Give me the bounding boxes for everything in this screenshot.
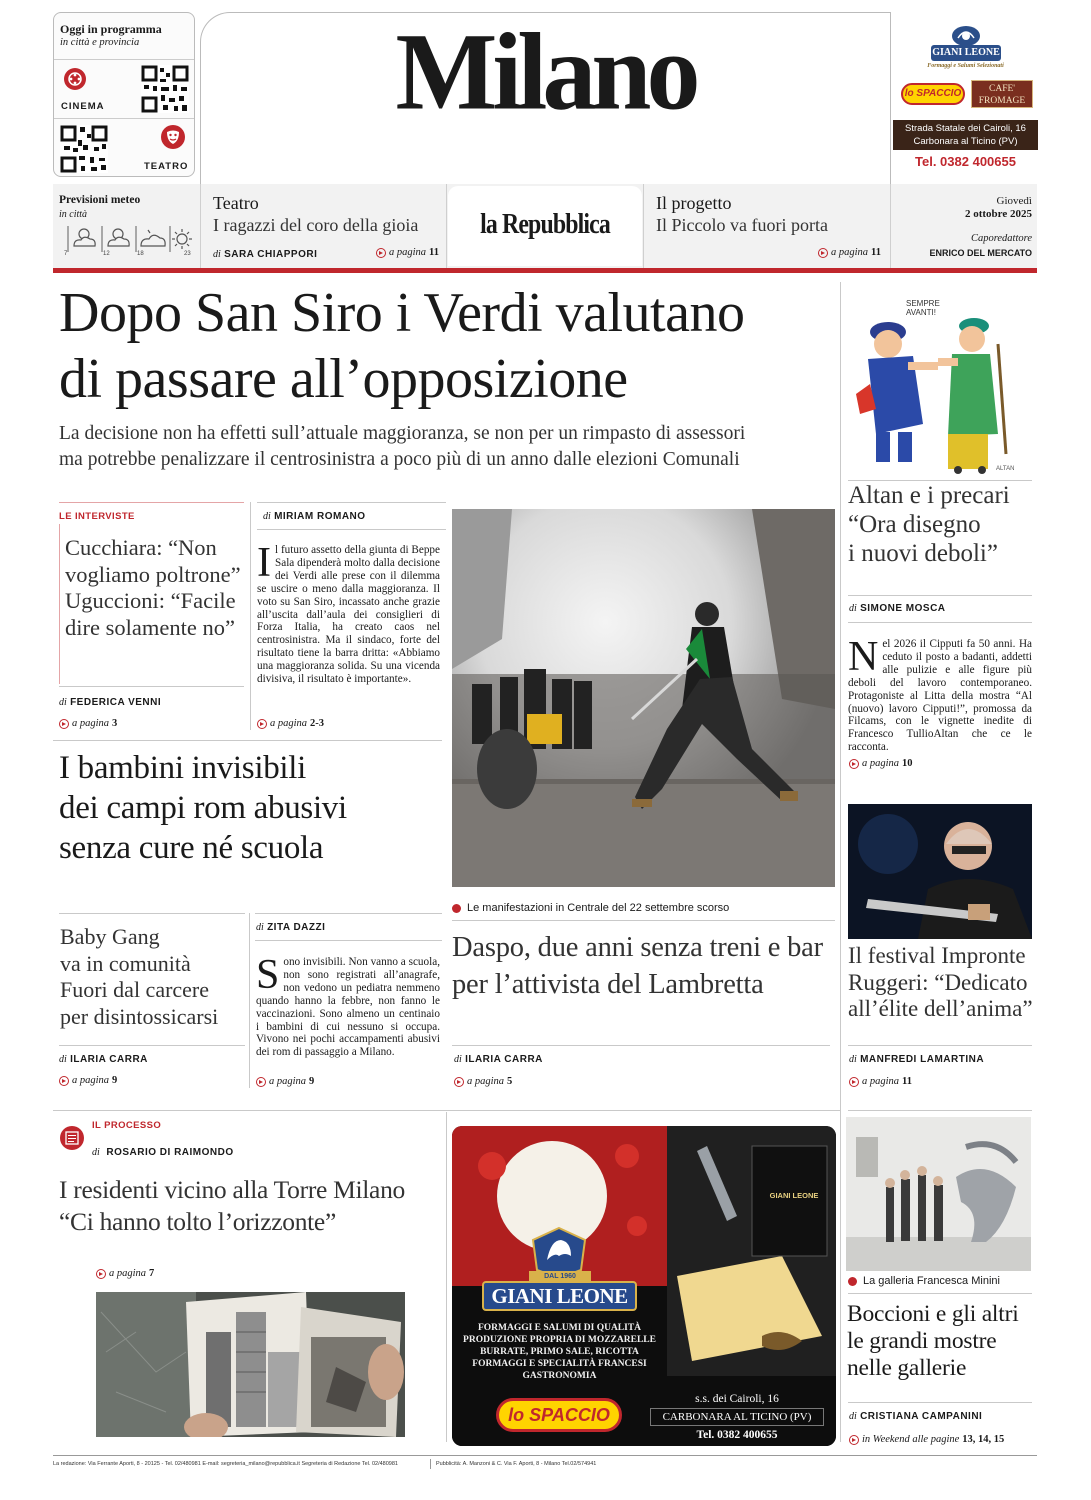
cloud-icon (141, 230, 165, 246)
galleria-caption: La galleria Francesca Minini (848, 1275, 1000, 1287)
ad-box-label: GIANI LEONE (769, 1191, 819, 1200)
arrow-icon (818, 248, 828, 258)
processo-headline[interactable]: I residenti vicino alla Torre Milano “Ci hanno tolto l’orizzonte” (59, 1175, 405, 1236)
editor-name: ENRICO DEL MERCATO (929, 248, 1032, 258)
ruggeri-byline: di MANFREDI LAMARTINA (849, 1054, 985, 1065)
sun-cloud-icon (108, 229, 129, 246)
lead-byline: di MIRIAM ROMANO (263, 511, 366, 522)
arrow-icon (59, 719, 69, 729)
ad-tagline: FORMAGGI E SALUMI DI QUALITÀ PRODUZIONE PROPRIA DI MOZZARELLE BURRATE, PRIMO SALE, RICOTTA FORMAGGI E SPECIALITÀ FRANCESI GASTRONOMIA (463, 1323, 656, 1381)
sponsor-tag: Formaggi e Salumi Selezionati (927, 63, 1004, 69)
rom-headline[interactable]: I bambini invisibili dei campi rom abusivi senza cure né scuola (59, 750, 347, 866)
document-icon (59, 1125, 85, 1151)
cartoon-speech: SEMPRE (906, 299, 940, 308)
arrow-icon (376, 248, 386, 258)
giani-leone-ad[interactable] (452, 1126, 836, 1446)
main-deck: La decisione non ha effetti sull’attuale maggioranza, se non per un rimpasto di assessori ma potrebbe penalizzare il centrosinistra a poco più di un anno dalle elezioni Comunali (59, 423, 746, 470)
theatre-mask-icon[interactable] (160, 124, 186, 150)
processo-kicker: IL PROCESSO (92, 1120, 162, 1131)
daspo-byline: di ILARIA CARRA (454, 1054, 543, 1065)
arrow-icon (59, 1076, 69, 1086)
arrow-icon (454, 1077, 464, 1087)
cinema-qr-code[interactable] (141, 65, 189, 113)
strip-progetto-title[interactable]: Il Piccolo va fuori porta (656, 215, 828, 235)
sponsor-phone[interactable]: Tel. 0382 400655 (915, 154, 1016, 169)
strip-teatro-title[interactable]: I ragazzi del coro della gioia (213, 215, 419, 235)
torre-photo[interactable] (96, 1292, 405, 1437)
strip-teatro-byline: di SARA CHIAPPORI (213, 249, 318, 260)
programme-box (53, 12, 195, 177)
ad-badge: DAL 1960 (529, 1271, 591, 1282)
arrow-icon (849, 759, 859, 769)
strip-teatro-page-ref[interactable]: a pagina 11 (376, 247, 439, 258)
ruggeri-page-ref[interactable]: a pagina 11 (849, 1076, 912, 1087)
ruggeri-photo[interactable] (848, 804, 1032, 939)
arrow-icon (849, 1435, 859, 1445)
babygang-byline: di ILARIA CARRA (59, 1054, 148, 1065)
meteo-hour: 12 (103, 251, 110, 257)
sponsor-cafe-logo: CAFE' FROMAGE (971, 80, 1033, 108)
rom-article-text: Sono invisibili. Non vanno a scuola, non sono registrati all’anagrafe, non vedono un pediatra nemmeno quando hanno la febbre, non fanno le vaccinazioni. Sono almeno un centinaio i bambini di cui nessuno si occupa. Vivono nei pochi accampamenti abusivi dei rom di passaggio a Milano. (256, 952, 440, 1059)
interviste-kicker: LE INTERVISTE (59, 511, 135, 522)
altan-headline[interactable]: Altan e i precari “Ora disegno i nuovi deboli” (848, 482, 1010, 567)
gallerie-headline[interactable]: Boccioni e gli altri le grandi mostre nelle gallerie (847, 1301, 1019, 1381)
sponsor-brand: GIANI LEONE (931, 45, 1001, 61)
altan-cartoon[interactable] (848, 284, 1032, 476)
protest-photo[interactable] (452, 509, 835, 887)
teatro-label[interactable]: TEATRO (144, 161, 189, 172)
sponsor-spaccio-logo: lo SPACCIO (901, 83, 965, 105)
sun-icon (172, 229, 192, 249)
cinema-label[interactable]: CINEMA (61, 101, 105, 112)
altan-page-ref[interactable]: a pagina 10 (849, 758, 913, 769)
repubblica-logo[interactable]: la Repubblica (480, 209, 610, 240)
strip-progetto-kicker: Il progetto (656, 193, 732, 213)
meteo-title: Previsioni meteo (59, 194, 141, 206)
camera-icon (452, 904, 461, 913)
ad-address-2: CARBONARA AL TICINO (PV) (650, 1408, 824, 1426)
weekday: Giovedì (996, 195, 1032, 207)
footer-redazione: La redazione: Via Ferrante Aporti, 8 - 20125 - Tel. 02/480981 E-mail: segreteria_milano@repubblica.it Segreteria di Redazione Tel. 02/480981 (53, 1461, 398, 1467)
interviste-byline: di FEDERICA VENNI (59, 697, 162, 708)
strip-teatro-kicker: Teatro (213, 193, 259, 213)
footer-pubblicita: Pubblicità: A. Manzoni & C. Via F. Aporti, 8 - Milano Tel.02/574941 (436, 1461, 597, 1467)
lion-logo-icon (948, 22, 984, 46)
daspo-page-ref[interactable]: a pagina 5 (454, 1076, 512, 1087)
sponsor-block[interactable] (893, 18, 1038, 178)
strip-progetto-page-ref[interactable]: a pagina 11 (818, 247, 881, 258)
meteo-subtitle: in città (59, 209, 88, 220)
interviste-title[interactable]: Cucchiara: “Non vogliamo poltrone” Uguccioni: “Facile dire solamente no” (65, 535, 241, 640)
sponsor-address-2: Carbonara al Ticino (PV) (913, 136, 1018, 147)
babygang-page-ref[interactable]: a pagina 9 (59, 1075, 117, 1086)
lead-page-ref[interactable]: a pagina 2-3 (257, 718, 324, 729)
sun-cloud-icon (74, 229, 95, 246)
ad-spaccio-logo: lo SPACCIO (496, 1398, 622, 1432)
teatro-qr-code[interactable] (60, 125, 108, 173)
arrow-icon (849, 1077, 859, 1087)
arrow-icon (257, 719, 267, 729)
strip-red-rule (53, 268, 1037, 273)
protest-photo-caption: Le manifestazioni in Centrale del 22 settembre scorso (452, 902, 729, 914)
gallerie-page-ref[interactable]: in Weekend alle pagine 13, 14, 15 (849, 1434, 1004, 1445)
sponsor-address-1: Strada Statale dei Cairoli, 16 (905, 123, 1026, 134)
altan-byline: di SIMONE MOSCA (849, 603, 946, 614)
editor-role: Caporedattore (970, 233, 1032, 244)
main-headline[interactable]: Dopo San Siro i Verdi valutano di passare all’opposizione (59, 282, 745, 410)
ruggeri-headline[interactable]: Il festival Impronte Ruggeri: “Dedicato all’élite dell’anima” (848, 943, 1033, 1021)
babygang-title[interactable]: Baby Gang va in comunità Fuori dal carcere per disintossicarsi (60, 924, 219, 1029)
daspo-headline[interactable]: Daspo, due anni senza treni e bar per l’attivista del Lambretta (452, 932, 823, 1000)
meteo-hour: 18 (137, 251, 144, 257)
cartoon-signature: ALTAN (996, 466, 1015, 472)
ad-brand: GIANI LEONE (482, 1281, 637, 1311)
altan-article-text: Nel 2026 il Cipputi fa 50 anni. Ha ceduto il posto a badanti, addetti alle pulizie e alle figure più deboli del lavoro contemporaneo. Protagoniste al Litta della mostra “Al (nuovo) lavoro Cipputi!”, promossa da Filcams, con le vignette inedite di Francesco TullioAltan che ce le racconta. (848, 634, 1032, 754)
gallerie-byline: di CRISTIANA CAMPANINI (849, 1411, 983, 1422)
arrow-icon (256, 1077, 266, 1087)
ad-address-1: s.s. dei Cairoli, 16 (695, 1393, 779, 1405)
ad-phone: Tel. 0382 400655 (696, 1429, 778, 1441)
rom-byline: di ZITA DAZZI (256, 922, 326, 933)
processo-byline: di ROSARIO DI RAIMONDO (92, 1147, 234, 1158)
programme-title: Oggi in programma (60, 22, 162, 36)
camera-icon (848, 1277, 857, 1286)
rom-page-ref[interactable]: a pagina 9 (256, 1076, 314, 1087)
cartoon-speech: AVANTI! (906, 308, 936, 317)
film-reel-icon[interactable] (63, 67, 87, 91)
lead-article-text: Il futuro assetto della giunta di Beppe Sala dipenderà molto dalla decisione dei Verdi alle prese con il dilemma se uscire o meno dalla maggioranza. Il voto su San Siro, incassato anche grazie all’uscita dall’aula dei consiglieri di Forza Italia, ha creato caos nel centrosinistra. Ma il sindaco, forte del risultato tiene la barra dritta: «Abbiamo una maggioranza solida. Su una vicenda divisiva, il risultato è importante». (257, 540, 440, 686)
arrow-icon (96, 1269, 106, 1279)
meteo-hour: 7 (64, 251, 68, 257)
programme-subtitle: in città e provincia (60, 37, 140, 48)
interviste-page-ref[interactable]: a pagina 3 (59, 718, 117, 729)
issue-date: 2 ottobre 2025 (964, 208, 1032, 220)
meteo-hour: 23 (184, 251, 191, 257)
galleria-photo[interactable] (846, 1117, 1031, 1271)
processo-page-ref[interactable]: a pagina 7 (96, 1268, 154, 1279)
masthead-title: Milano (395, 11, 696, 134)
